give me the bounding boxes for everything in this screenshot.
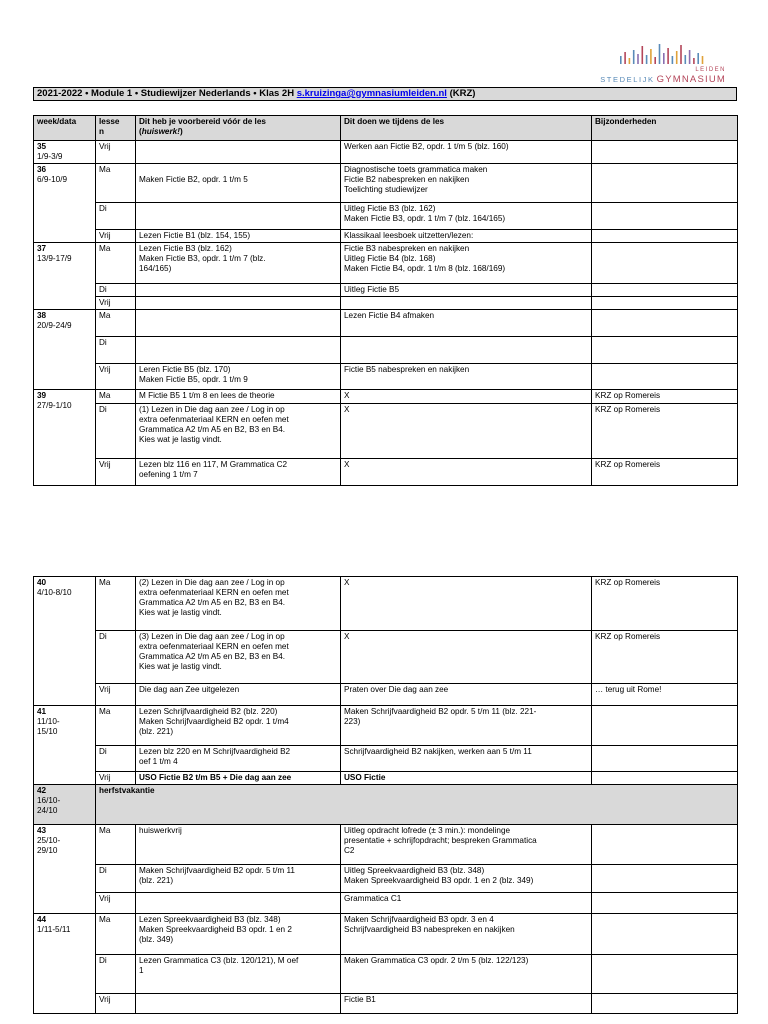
day-cell: Ma xyxy=(96,825,136,865)
cell-line: X xyxy=(344,578,350,587)
cell-line: USO Fictie xyxy=(344,773,386,782)
lesson-cell xyxy=(341,297,592,310)
column-header: Dit doen we tijdens de les xyxy=(341,116,592,141)
day-cell: Vrij xyxy=(96,364,136,390)
table-row xyxy=(34,631,738,684)
day-cell: Vrij xyxy=(96,297,136,310)
cell-line: KRZ op Romereis xyxy=(595,578,661,587)
cell-line: M Fictie B5 1 t/m 8 en lees de theorie xyxy=(139,391,275,400)
day-cell: Di xyxy=(96,865,136,893)
cell-line: Uitleg Fictie B5 xyxy=(344,285,400,294)
homework-cell xyxy=(136,404,341,459)
lesson-cell xyxy=(341,164,592,203)
homework-cell xyxy=(136,684,341,706)
cell-line: … terug uit Rome! xyxy=(595,685,662,694)
cell-line: Schrijfvaardigheid B3 nabespreken en nakijken xyxy=(344,925,515,934)
day-cell: Ma xyxy=(96,706,136,746)
notes-cell xyxy=(592,893,738,914)
title-suffix: (KRZ) xyxy=(446,88,476,99)
notes-cell xyxy=(592,230,738,243)
notes-cell xyxy=(592,577,738,631)
homework-cell xyxy=(136,284,341,297)
schedule-table-1 xyxy=(33,115,738,486)
cell-line: Fictie B1 xyxy=(344,995,376,1004)
lesson-cell xyxy=(341,994,592,1014)
day-cell: Vrij xyxy=(96,994,136,1014)
notes-cell xyxy=(592,164,738,203)
cell-line: Maken Fictie B3, opdr. 1 t/m 7 (blz. 164/165) xyxy=(344,214,506,223)
lesson-cell xyxy=(341,337,592,364)
homework-cell xyxy=(136,297,341,310)
column-header: lesse n xyxy=(96,116,136,141)
column-header: week/data xyxy=(34,116,96,141)
cell-line xyxy=(139,165,337,175)
cell-line: USO Fictie B2 t/m B5 + Die dag aan zee xyxy=(139,773,292,782)
notes-cell xyxy=(592,390,738,404)
homework-cell xyxy=(136,914,341,955)
day-cell: Ma xyxy=(96,577,136,631)
cell-line: (blz. 221) xyxy=(139,876,174,885)
lesson-cell xyxy=(341,390,592,404)
day-cell: Vrij xyxy=(96,230,136,243)
day-cell: Di xyxy=(96,404,136,459)
cell-line: KRZ op Romereis xyxy=(595,460,661,469)
week-cell: 38 20/9-24/9 xyxy=(34,310,96,390)
cell-line: KRZ op Romereis xyxy=(595,632,661,641)
lesson-cell xyxy=(341,865,592,893)
column-header: Dit heb je voorbereid vóór de les (huiswerk!) xyxy=(136,116,341,141)
homework-cell xyxy=(136,994,341,1014)
table-row xyxy=(34,865,738,893)
logo-name xyxy=(600,74,726,85)
lesson-cell xyxy=(341,914,592,955)
cell-line: presentatie + schrijfopdracht; bespreken Grammatica xyxy=(344,836,537,845)
cell-line: Grammatica A2 t/m A5 en B2, B3 en B4. xyxy=(139,652,286,661)
notes-cell xyxy=(592,310,738,337)
cell-line: Lezen Schrijfvaardigheid B2 (blz. 220) xyxy=(139,707,278,716)
week-cell: 43 25/10- 29/10 xyxy=(34,825,96,914)
day-cell: Di xyxy=(96,203,136,230)
homework-cell xyxy=(136,141,341,164)
notes-cell xyxy=(592,746,738,772)
homework-cell xyxy=(136,825,341,865)
cell-line: extra oefenmateriaal KERN en oefen met xyxy=(139,415,289,424)
cell-line: Fictie B3 nabespreken en nakijken xyxy=(344,244,470,253)
cell-line: Lezen Fictie B3 (blz. 162) xyxy=(139,244,232,253)
lesson-cell xyxy=(341,772,592,785)
cell-line: Lezen blz 116 en 117, M Grammatica C2 xyxy=(139,460,288,469)
title-text: 2021-2022 • Module 1 • Studiewijzer Nederlands • Klas 2H xyxy=(37,88,297,99)
cell-line: KRZ op Romereis xyxy=(595,391,661,400)
cell-line: Maken Grammatica C3 opdr. 2 t/m 5 (blz. 122/123) xyxy=(344,956,529,965)
notes-cell xyxy=(592,141,738,164)
cell-line: Klassikaal leesboek uitzetten/lezen: xyxy=(344,231,474,240)
homework-cell xyxy=(136,706,341,746)
table-row xyxy=(34,955,738,994)
cell-line: Uitleg Fictie B3 (blz. 162) xyxy=(344,204,436,213)
notes-cell xyxy=(592,865,738,893)
cell-line: 1 xyxy=(139,966,144,975)
cell-line: (3) Lezen in Die dag aan zee / Log in op xyxy=(139,632,285,641)
cell-line: (blz. 221) xyxy=(139,727,174,736)
day-cell: Ma xyxy=(96,390,136,404)
logo-bars-icon xyxy=(618,42,708,66)
lesson-cell xyxy=(341,825,592,865)
cell-line: Kies wat je lastig vindt. xyxy=(139,608,222,617)
homework-cell xyxy=(136,893,341,914)
homework-cell xyxy=(136,746,341,772)
week-cell: 41 11/10- 15/10 xyxy=(34,706,96,785)
table-row xyxy=(34,404,738,459)
table-row xyxy=(34,994,738,1014)
cell-line: 164/165) xyxy=(139,264,172,273)
cell-line: X xyxy=(344,460,350,469)
teacher-email-link[interactable]: s.kruizinga@gymnasiumleiden.nl xyxy=(296,88,447,99)
lesson-cell xyxy=(341,459,592,486)
header-row xyxy=(34,116,738,141)
homework-cell xyxy=(136,230,341,243)
day-cell: Ma xyxy=(96,164,136,203)
notes-cell xyxy=(592,994,738,1014)
table-row xyxy=(34,746,738,772)
homework-cell xyxy=(136,364,341,390)
lesson-cell xyxy=(341,141,592,164)
cell-line: Maken Schrijfvaardigheid B3 opdr. 3 en 4 xyxy=(344,915,494,924)
cell-line: KRZ op Romereis xyxy=(595,405,661,414)
cell-line: Kies wat je lastig vindt. xyxy=(139,435,222,444)
homework-cell xyxy=(136,390,341,404)
homework-cell xyxy=(136,164,341,203)
cell-line: Uitleg Spreekvaardigheid B3 (blz. 348) xyxy=(344,866,485,875)
cell-line: Lezen Fictie B1 (blz. 154, 155) xyxy=(139,231,251,240)
homework-cell xyxy=(136,631,341,684)
table-row xyxy=(34,684,738,706)
homework-cell xyxy=(136,865,341,893)
cell-line: Maken Fictie B2, opdr. 1 t/m 5 xyxy=(139,175,248,184)
notes-cell xyxy=(592,297,738,310)
week-cell: 35 1/9-3/9 xyxy=(34,141,96,164)
cell-line: Kies wat je lastig vindt. xyxy=(139,662,222,671)
cell-line: Maken Spreekvaardigheid B3 opdr. 1 en 2 xyxy=(139,925,292,934)
week-cell: 44 1/11-5/11 xyxy=(34,914,96,1014)
cell-line: (blz. 349) xyxy=(139,935,174,944)
day-cell: Di xyxy=(96,631,136,684)
day-cell: Di xyxy=(96,337,136,364)
homework-cell xyxy=(136,577,341,631)
day-cell: Ma xyxy=(96,914,136,955)
notes-cell xyxy=(592,772,738,785)
document-title xyxy=(33,87,737,101)
table-row xyxy=(34,893,738,914)
homework-cell xyxy=(136,955,341,994)
day-cell: Di xyxy=(96,955,136,994)
cell-line: Maken Schrijfvaardigheid B2 opdr. 5 t/m 11 (blz. 221- xyxy=(344,707,537,716)
lesson-cell xyxy=(341,284,592,297)
logo-prefix: STEDELIJK xyxy=(600,75,655,84)
day-cell: Vrij xyxy=(96,772,136,785)
day-cell: Vrij xyxy=(96,459,136,486)
cell-line: (1) Lezen in Die dag aan zee / Log in op xyxy=(139,405,285,414)
lesson-cell xyxy=(341,893,592,914)
notes-cell xyxy=(592,203,738,230)
column-header: Bijzonderheden xyxy=(592,116,738,141)
lesson-cell xyxy=(341,230,592,243)
homework-cell xyxy=(136,459,341,486)
cell-line: extra oefenmateriaal KERN en oefen met xyxy=(139,642,289,651)
cell-line: Grammatica C1 xyxy=(344,894,402,903)
table-row xyxy=(34,772,738,785)
notes-cell xyxy=(592,684,738,706)
lesson-cell xyxy=(341,955,592,994)
notes-cell xyxy=(592,914,738,955)
cell-line: X xyxy=(344,632,350,641)
cell-line: Uitleg opdracht lofrede (± 3 min.): mondelinge xyxy=(344,826,511,835)
notes-cell xyxy=(592,825,738,865)
cell-line: Die dag aan Zee uitgelezen xyxy=(139,685,240,694)
schedule-table-2 xyxy=(33,576,738,1014)
lesson-cell xyxy=(341,684,592,706)
notes-cell xyxy=(592,404,738,459)
table-row xyxy=(34,310,738,337)
lesson-cell xyxy=(341,706,592,746)
table-row xyxy=(34,825,738,865)
cell-line: Maken Fictie B5, opdr. 1 t/m 9 xyxy=(139,375,248,384)
day-cell: Vrij xyxy=(96,893,136,914)
notes-cell xyxy=(592,631,738,684)
cell-line: Fictie B2 nabespreken en nakijken xyxy=(344,175,470,184)
cell-line: Maken Fictie B4, opdr. 1 t/m 8 (blz. 168/169) xyxy=(344,264,506,273)
cell-line: Maken Schrijfvaardigheid B2 opdr. 1 t/m4 xyxy=(139,717,289,726)
table-row xyxy=(34,243,738,284)
table-row xyxy=(34,337,738,364)
cell-line: C2 xyxy=(344,846,355,855)
logo-main: GYMNASIUM xyxy=(656,74,726,85)
lesson-cell xyxy=(341,746,592,772)
cell-line: oefening 1 t/m 7 xyxy=(139,470,198,479)
notes-cell xyxy=(592,364,738,390)
homework-cell xyxy=(136,772,341,785)
notes-cell xyxy=(592,955,738,994)
school-logo xyxy=(596,38,728,86)
homework-cell xyxy=(136,337,341,364)
cell-line: Grammatica A2 t/m A5 en B2, B3 en B4. xyxy=(139,598,286,607)
cell-line: 223) xyxy=(344,717,361,726)
cell-line: Werken aan Fictie B2, opdr. 1 t/m 5 (blz. 160) xyxy=(344,142,509,151)
day-cell: Vrij xyxy=(96,684,136,706)
cell-line: Maken Spreekvaardigheid B3 opdr. 1 en 2 (blz. 349) xyxy=(344,876,534,885)
lesson-cell xyxy=(341,203,592,230)
lesson-cell xyxy=(341,310,592,337)
week-cell: 39 27/9-1/10 xyxy=(34,390,96,486)
table-row xyxy=(34,459,738,486)
cell-line: extra oefenmateriaal KERN en oefen met xyxy=(139,588,289,597)
day-cell: Di xyxy=(96,746,136,772)
cell-line: Fictie B5 nabespreken en nakijken xyxy=(344,365,470,374)
table-row xyxy=(34,230,738,243)
logo-city: LEIDEN xyxy=(695,67,726,73)
table-row xyxy=(34,141,738,164)
table-row xyxy=(34,297,738,310)
notes-cell xyxy=(592,284,738,297)
day-cell: Vrij xyxy=(96,141,136,164)
cell-line: Maken Schrijfvaardigheid B2 opdr. 5 t/m 11 xyxy=(139,866,295,875)
cell-line: X xyxy=(344,391,350,400)
cell-line: Lezen Spreekvaardigheid B3 (blz. 348) xyxy=(139,915,281,924)
cell-line: Uitleg Fictie B4 (blz. 168) xyxy=(344,254,436,263)
lesson-cell xyxy=(341,364,592,390)
table-row xyxy=(34,914,738,955)
notes-cell xyxy=(592,459,738,486)
table-row xyxy=(34,364,738,390)
week-cell: 42 16/10- 24/10 xyxy=(34,785,96,825)
table-row xyxy=(34,785,738,825)
cell-line: huiswerkvrij xyxy=(139,826,182,835)
homework-cell xyxy=(136,203,341,230)
holiday-cell: herfstvakantie xyxy=(96,785,738,825)
week-cell: 40 4/10-8/10 xyxy=(34,577,96,706)
cell-line: Toelichting studiewijzer xyxy=(344,185,428,194)
notes-cell xyxy=(592,243,738,284)
table-row xyxy=(34,203,738,230)
cell-line: Maken Fictie B3, opdr. 1 t/m 7 (blz. xyxy=(139,254,266,263)
cell-line: Leren Fictie B5 (blz. 170) xyxy=(139,365,231,374)
table-row xyxy=(34,577,738,631)
table-row xyxy=(34,390,738,404)
cell-line: Lezen Grammatica C3 (blz. 120/121), M oef xyxy=(139,956,299,965)
lesson-cell xyxy=(341,631,592,684)
lesson-cell xyxy=(341,404,592,459)
lesson-cell xyxy=(341,243,592,284)
table-row xyxy=(34,284,738,297)
cell-line: (2) Lezen in Die dag aan zee / Log in op xyxy=(139,578,285,587)
table-row xyxy=(34,164,738,203)
cell-line: Praten over Die dag aan zee xyxy=(344,685,449,694)
cell-line: Diagnostische toets grammatica maken xyxy=(344,165,488,174)
cell-line: Lezen Fictie B4 afmaken xyxy=(344,311,435,320)
cell-line: X xyxy=(344,405,350,414)
cell-line: Grammatica A2 t/m A5 en B2, B3 en B4. xyxy=(139,425,286,434)
day-cell: Ma xyxy=(96,243,136,284)
week-cell: 37 13/9-17/9 xyxy=(34,243,96,310)
homework-cell xyxy=(136,310,341,337)
homework-cell xyxy=(136,243,341,284)
notes-cell xyxy=(592,706,738,746)
day-cell: Ma xyxy=(96,310,136,337)
lesson-cell xyxy=(341,577,592,631)
cell-line: oef 1 t/m 4 xyxy=(139,757,178,766)
table-row xyxy=(34,706,738,746)
notes-cell xyxy=(592,337,738,364)
cell-line: Schrijfvaardigheid B2 nakijken, werken aan 5 t/m 11 xyxy=(344,747,532,756)
week-cell: 36 6/9-10/9 xyxy=(34,164,96,243)
cell-line: Lezen blz 220 en M Schrijfvaardigheid B2 xyxy=(139,747,291,756)
day-cell: Di xyxy=(96,284,136,297)
